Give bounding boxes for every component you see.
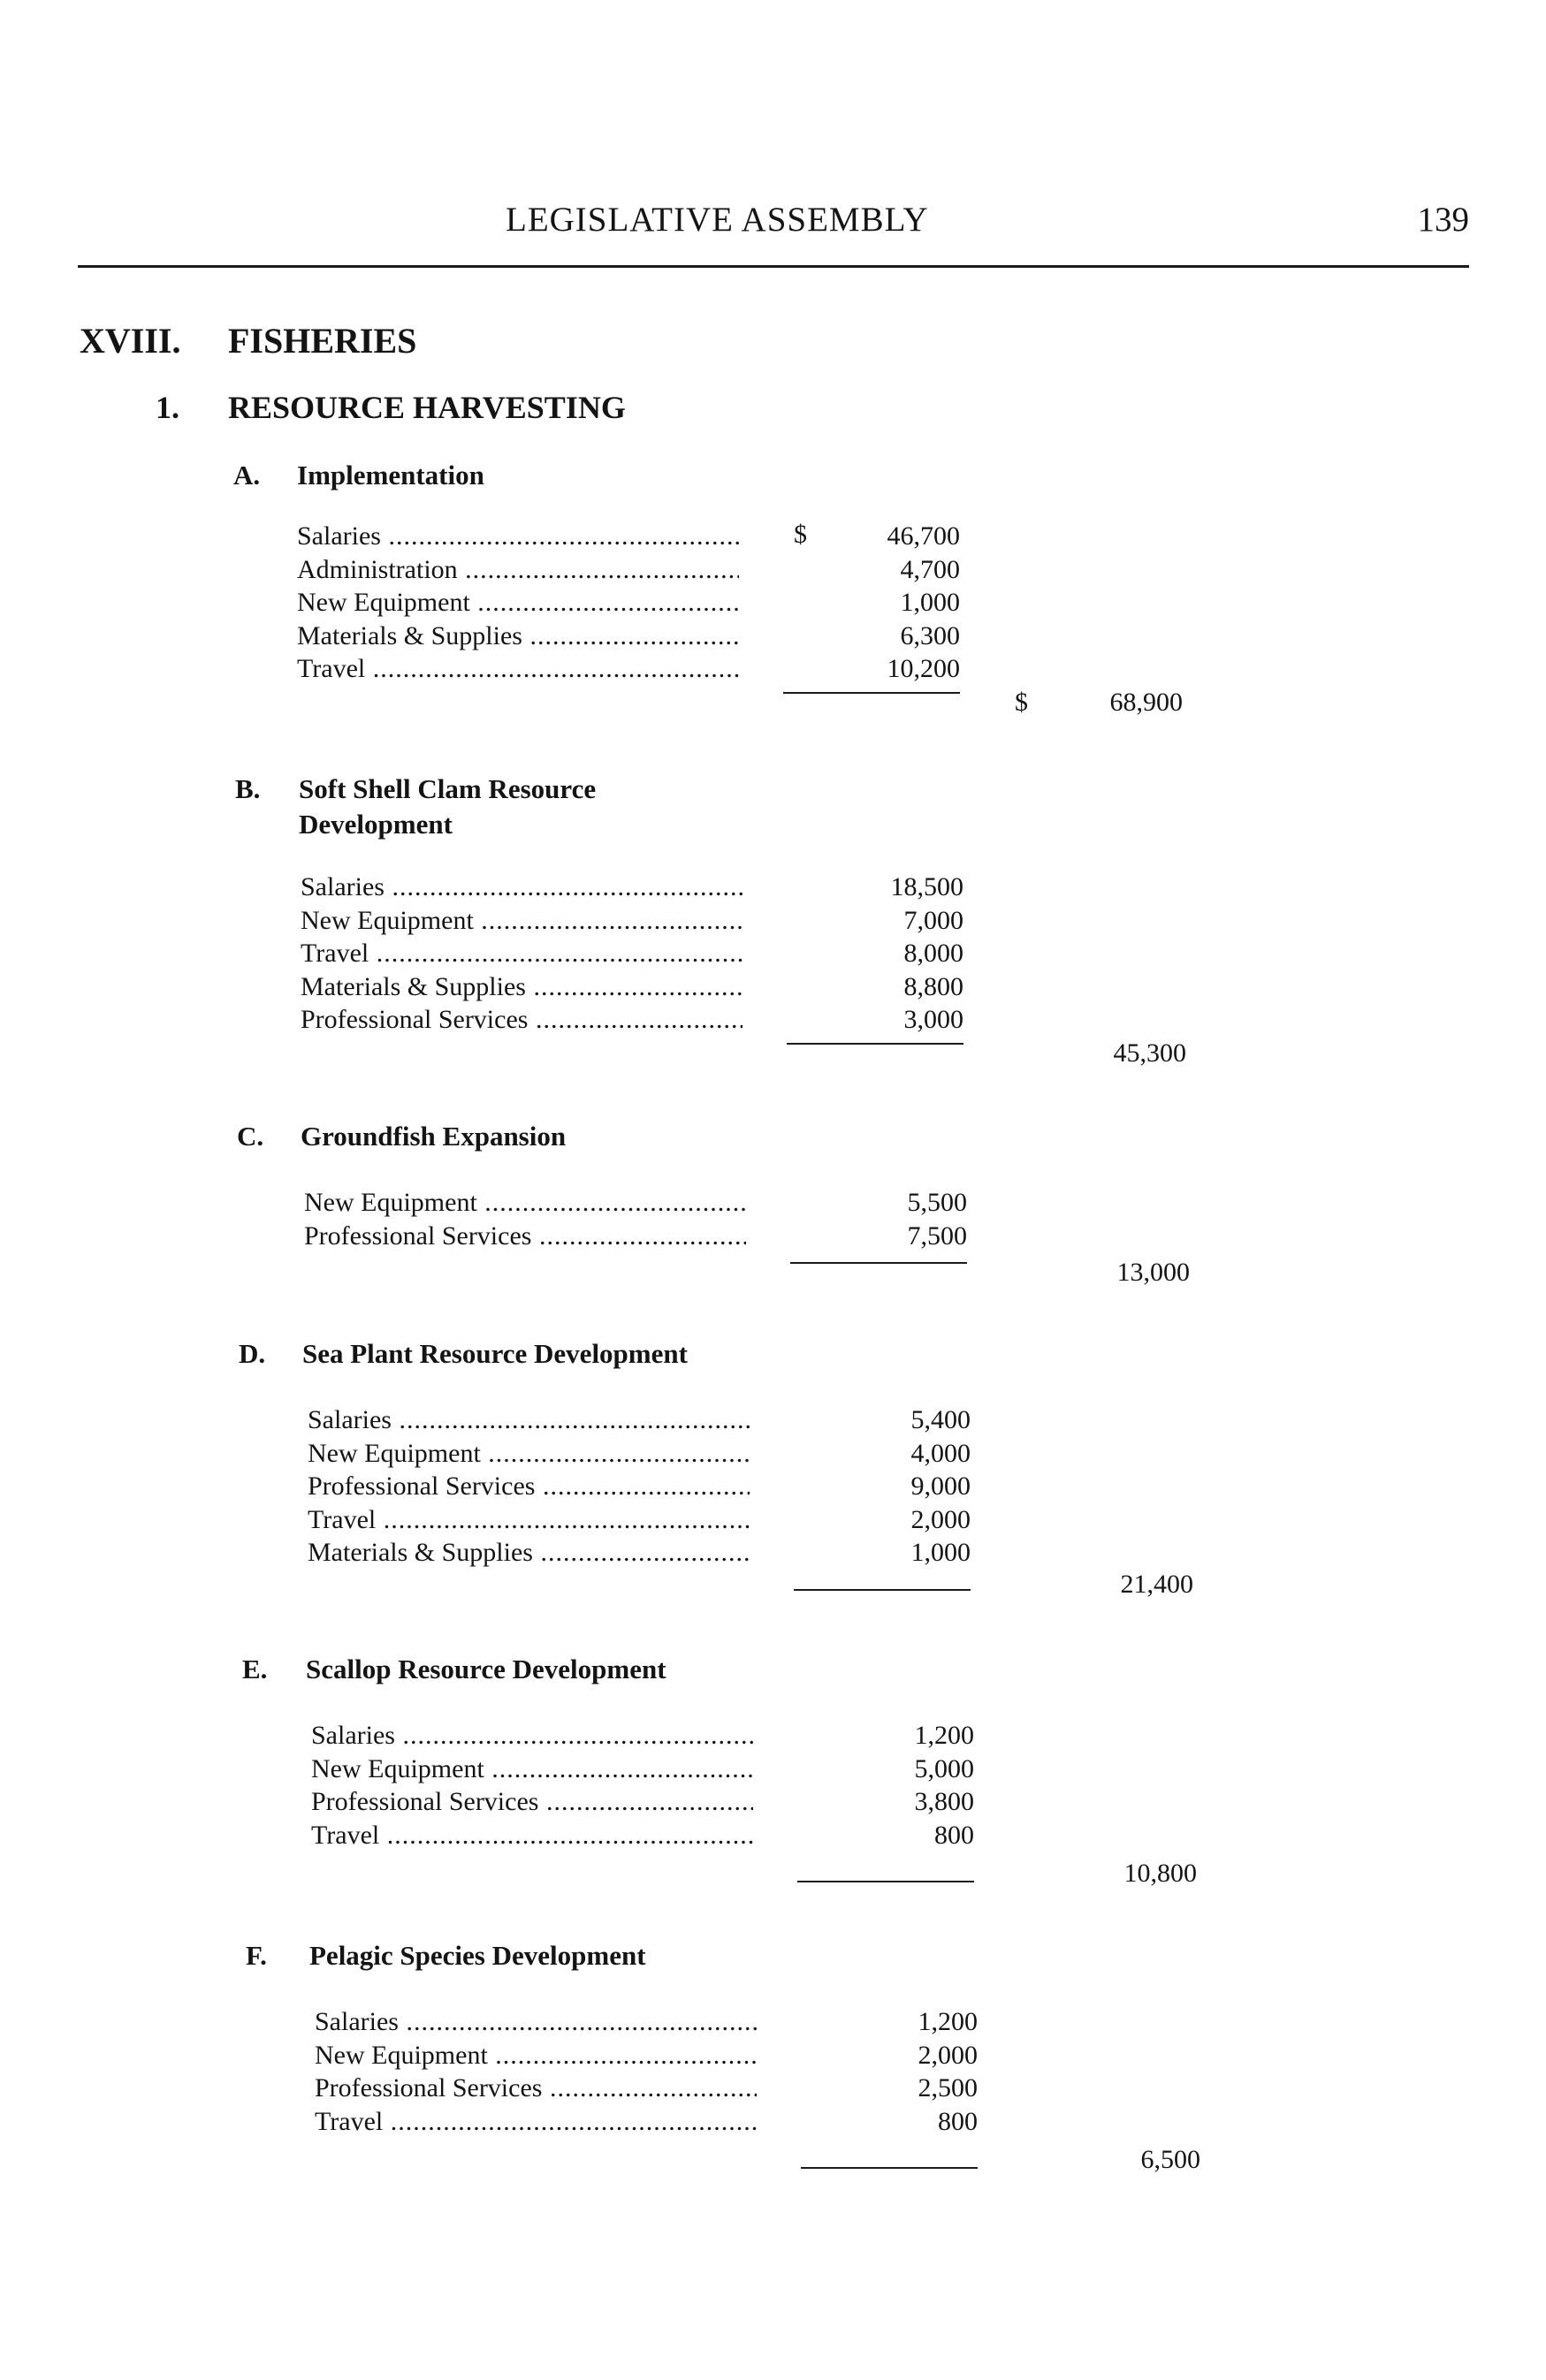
line-item [315, 2072, 978, 2105]
item-label: Travel ..... [297, 652, 739, 686]
item-amount: 3,000 [903, 1005, 963, 1034]
section-total: 68,900 [1109, 688, 1183, 717]
currency-symbol: $ [794, 520, 807, 549]
item-amount: 5,400 [910, 1405, 971, 1434]
line-item [308, 1536, 971, 1570]
subtotal-rule [794, 1589, 971, 1591]
item-amount: 9,000 [910, 1471, 971, 1501]
section-total: 13,000 [1116, 1258, 1190, 1287]
subtotal-rule [801, 2167, 978, 2169]
item-amount: 1,200 [918, 2007, 978, 2036]
chapter-heading [80, 320, 416, 361]
line-items [315, 2005, 978, 2138]
item-amount: 8,000 [903, 939, 963, 968]
item-amount: 800 [934, 1820, 974, 1850]
section-total: 10,800 [1123, 1859, 1197, 1888]
item-amount: 4,700 [900, 554, 960, 584]
line-item [308, 1470, 971, 1503]
section-title: Soft Shell Clam Resource Development [299, 773, 597, 840]
line-items [297, 520, 960, 686]
section-total: 21,400 [1120, 1570, 1193, 1599]
section-letter: D. [239, 1338, 266, 1369]
item-label: Administration ..... [297, 553, 739, 587]
item-amount: 6,300 [900, 620, 960, 650]
line-item [311, 1785, 974, 1819]
item-amount: 4,000 [910, 1438, 971, 1468]
line-item [315, 2039, 978, 2072]
section-heading [233, 458, 792, 493]
line-items [304, 1186, 967, 1252]
item-amount: 1,200 [914, 1721, 974, 1750]
item-label: New Equipment ..... [297, 586, 739, 620]
item-label: Travel ..... [308, 1503, 750, 1537]
section-heading [235, 772, 644, 842]
line-item [311, 1719, 974, 1753]
item-amount: 46,700 [887, 521, 960, 551]
section-heading [239, 1336, 797, 1372]
section-letter: F. [246, 1940, 267, 1971]
item-amount: 1,000 [910, 1538, 971, 1567]
item-label: Salaries ..... [311, 1719, 753, 1753]
line-item [297, 620, 960, 653]
subtotal-rule [790, 1262, 967, 1264]
section-title: Scallop Resource Development [306, 1654, 666, 1684]
section-total: 45,300 [1113, 1038, 1186, 1068]
item-label: New Equipment ..... [308, 1437, 750, 1471]
item-label: Materials & Supplies ..... [308, 1536, 750, 1570]
line-item [301, 970, 963, 1004]
running-title: LEGISLATIVE ASSEMBLY [506, 201, 929, 239]
division-heading [156, 389, 626, 426]
division-number: 1. [156, 390, 179, 425]
section-letter: B. [235, 773, 261, 804]
item-label: Salaries ..... [301, 871, 743, 904]
item-amount: 800 [938, 2106, 978, 2136]
line-item [297, 553, 960, 587]
item-label: Travel ..... [301, 937, 743, 970]
item-label: Salaries ..... [297, 520, 739, 553]
section-letter: A. [233, 460, 261, 490]
line-item [301, 904, 963, 938]
item-amount: 5,000 [914, 1753, 974, 1783]
item-amount: 8,800 [903, 971, 963, 1001]
line-item [297, 586, 960, 620]
item-amount: 18,500 [890, 872, 963, 901]
item-amount: 7,000 [903, 905, 963, 935]
section-title: Sea Plant Resource Development [302, 1338, 688, 1369]
line-item [297, 520, 960, 553]
item-label: Professional Services ..... [308, 1470, 750, 1503]
line-items [301, 871, 963, 1037]
section-letter: C. [237, 1121, 264, 1152]
item-label: Professional Services ..... [304, 1220, 746, 1253]
line-item [301, 1003, 963, 1037]
line-item [304, 1220, 967, 1253]
item-label: Materials & Supplies ..... [297, 620, 739, 653]
item-amount: 1,000 [900, 588, 960, 617]
chapter-number: XVIII. [80, 321, 181, 361]
item-amount: 3,800 [914, 1787, 974, 1816]
item-label: Travel ..... [311, 1819, 753, 1852]
line-item [297, 652, 960, 686]
item-label: New Equipment ..... [304, 1186, 746, 1220]
item-label: New Equipment ..... [301, 904, 743, 938]
line-item [308, 1503, 971, 1537]
line-item [304, 1186, 967, 1220]
section-letter: E. [242, 1654, 268, 1684]
item-label: Materials & Supplies ..... [301, 970, 743, 1004]
item-label: Salaries ..... [308, 1403, 750, 1437]
section-heading [246, 1938, 804, 1973]
section-total: 6,500 [1140, 2145, 1200, 2174]
section-heading [237, 1119, 796, 1154]
item-amount: 2,000 [918, 2040, 978, 2070]
item-label: Professional Services ..... [315, 2072, 757, 2105]
line-items [308, 1403, 971, 1570]
item-amount: 7,500 [907, 1220, 967, 1251]
item-label: New Equipment ..... [311, 1753, 753, 1786]
item-amount: 2,500 [918, 2073, 978, 2102]
page-number: 139 [1417, 201, 1469, 239]
section-title: Implementation [297, 460, 484, 490]
header-rule [78, 265, 1469, 268]
line-item [308, 1403, 971, 1437]
subtotal-rule [787, 1043, 963, 1045]
line-item [301, 937, 963, 970]
section-heading [242, 1652, 801, 1687]
item-label: Professional Services ..... [301, 1003, 743, 1037]
item-amount: 10,200 [887, 654, 960, 683]
item-amount: 5,500 [907, 1188, 967, 1217]
line-item [315, 2005, 978, 2039]
section-title: Groundfish Expansion [301, 1121, 567, 1152]
running-header [0, 200, 1469, 253]
item-label: New Equipment ..... [315, 2039, 757, 2072]
line-item [315, 2105, 978, 2139]
item-amount: 2,000 [910, 1504, 971, 1534]
line-item [311, 1753, 974, 1786]
currency-symbol: $ [1015, 688, 1028, 717]
line-item [308, 1437, 971, 1471]
item-label: Travel ..... [315, 2105, 757, 2139]
item-label: Salaries ..... [315, 2005, 757, 2039]
line-item [311, 1819, 974, 1852]
subtotal-rule [797, 1881, 974, 1882]
item-label: Professional Services ..... [311, 1785, 753, 1819]
division-title: RESOURCE HARVESTING [228, 390, 626, 425]
chapter-title: FISHERIES [228, 321, 417, 361]
section-title: Pelagic Species Development [309, 1940, 646, 1971]
line-items [311, 1719, 974, 1852]
line-item [301, 871, 963, 904]
subtotal-rule [783, 692, 960, 694]
